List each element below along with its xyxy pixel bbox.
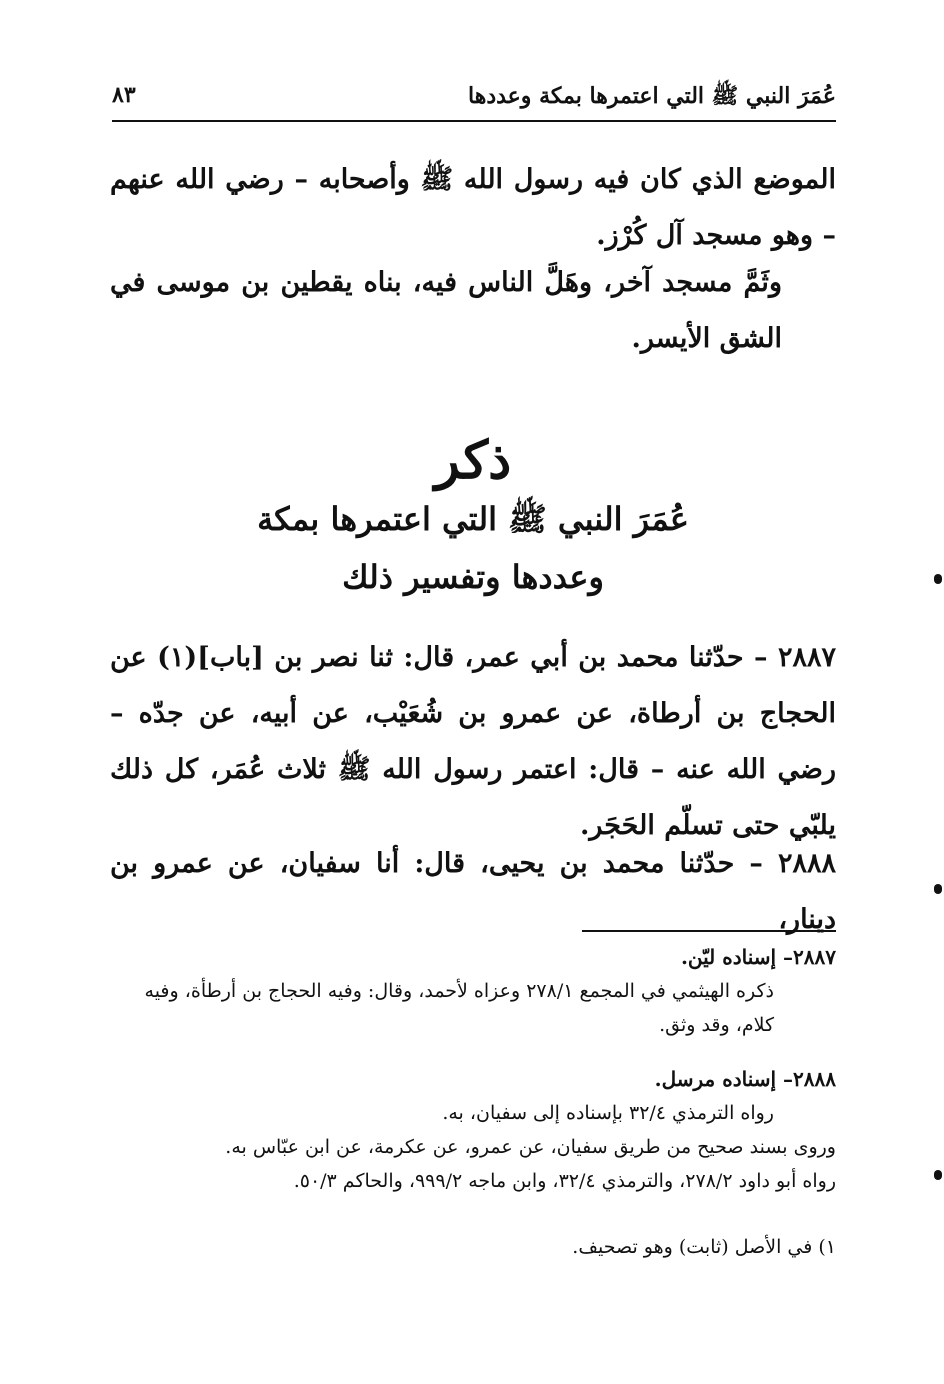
running-header [112, 82, 836, 118]
margin-mark [934, 884, 942, 894]
footnote-2888 [110, 1062, 836, 1198]
paragraph-2: وثَمَّ مسجد آخر، وهَلَّ الناس فيه، بناه يقطين بن موسى في الشق الأيسر. [110, 267, 782, 354]
running-header-title: عُمَرَ النبي ﷺ التي اعتمرها بمكة وعددها [468, 83, 836, 109]
margin-mark [934, 574, 942, 584]
hadith-2887: ٢٨٨٧ – حدّثنا محمد بن أبي عمر، قال: ثنا نصر بن [باب](١) عن الحجاج بن أرطاة، عن عمرو بن شُعَيْب، عن أبيه، عن جدّه – رضي الله عنه – قال: اعتمر رسول الله ﷺ ثلاث عُمَر، كل ذلك يلبّي حتى تسلّم الحَجَر. [110, 642, 836, 841]
footnote-2887-title: ٢٨٨٧– إسناده ليّن. [680, 945, 836, 969]
header-rule [112, 120, 836, 122]
section-heading-dhikr: ذكر [434, 430, 512, 491]
footnote-rule [582, 930, 836, 932]
footnote-2888-line-3: رواه أبو داود ٢٧٨/٢، والترمذي ٣٢/٤، وابن ماجه ٩٩٩/٢، والحاكم ٥٠/٣. [293, 1170, 836, 1192]
footnote-2888-line-1: رواه الترمذي ٣٢/٤ بإسناده إلى سفيان، به. [442, 1102, 774, 1124]
margin-mark [934, 1170, 942, 1180]
section-heading-title-2: وعددها وتفسير ذلك [342, 558, 604, 596]
page-number: ٨٣ [112, 82, 136, 108]
footnote-2888-title: ٢٨٨٨– إسناده مرسل. [654, 1067, 836, 1091]
footnote-1: ١) في الأصل (ثابت) وهو تصحيف. [572, 1236, 836, 1258]
footnote-2887 [110, 940, 836, 1042]
hadith-2888: ٢٨٨٨ – حدّثنا محمد بن يحيى، قال: أنا سفيان، عن عمرو بن دينار، [110, 848, 836, 935]
section-heading-title-1: عُمَرَ النبي ﷺ التي اعتمرها بمكة [257, 500, 689, 538]
footnote-2888-line-2: وروى بسند صحيح من طريق سفيان، عن عمرو، عن عكرمة، عن ابن عبّاس به. [225, 1136, 836, 1158]
footnote-2887-text: ذكره الهيثمي في المجمع ٢٧٨/١ وعزاه لأحمد، وقال: وفيه الحجاج بن أرطأة، وفيه كلام، وقد وثق. [144, 980, 774, 1036]
paragraph-1: الموضع الذي كان فيه رسول الله ﷺ وأصحابه – رضي الله عنهم – وهو مسجد آل كُرْز. [110, 164, 836, 251]
